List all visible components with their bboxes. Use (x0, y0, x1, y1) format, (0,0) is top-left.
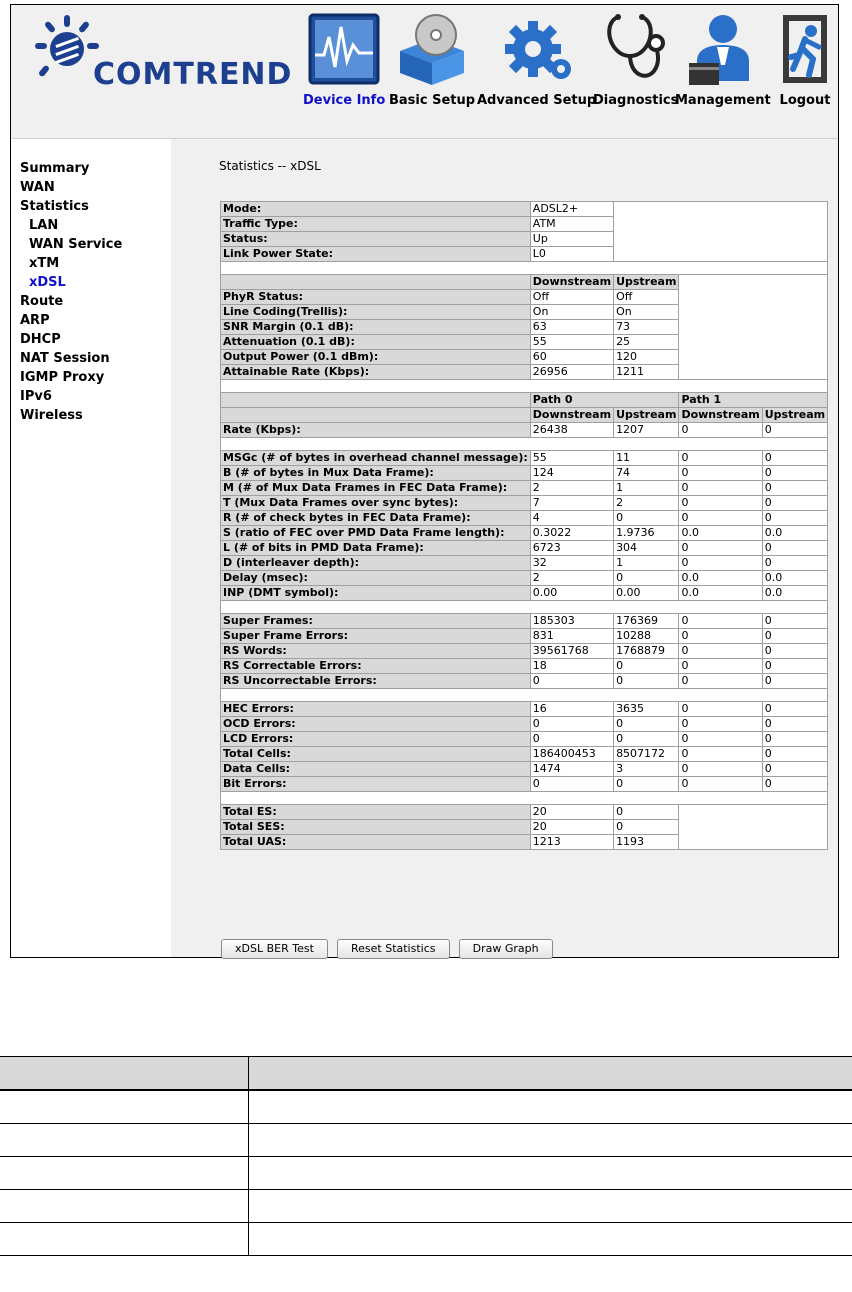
stat-label: D (interleaver depth): (221, 556, 531, 571)
brand-name: COMTREND (93, 57, 293, 92)
stat-value: L0 (530, 247, 613, 262)
stat-value: 0 (530, 674, 613, 689)
stat-value: 8507172 (614, 747, 679, 762)
spacer-row (221, 380, 828, 393)
stat-value: 1207 (614, 423, 679, 438)
column-header: Upstream (614, 275, 679, 290)
doc-cell (249, 1223, 852, 1256)
stat-value: 0 (530, 777, 613, 792)
stat-value: 32 (530, 556, 613, 571)
stat-value: 0.0 (679, 586, 762, 601)
path-header: Path 0 (530, 393, 679, 408)
stat-value: 0 (614, 777, 679, 792)
header (11, 5, 838, 139)
stat-value: 124 (530, 466, 613, 481)
doc-cell (0, 1157, 249, 1190)
sidebar-item-xdsl[interactable]: xDSL (29, 275, 66, 290)
stat-label: Mode: (221, 202, 531, 217)
doc-cell (0, 1090, 249, 1124)
cells-row (221, 732, 828, 747)
spacer-cell (221, 601, 828, 614)
stat-value: ATM (530, 217, 613, 232)
stat-value: 0 (679, 762, 762, 777)
stat-value: 0 (762, 481, 827, 496)
stat-value: 73 (614, 320, 679, 335)
stat-value: 0 (679, 747, 762, 762)
header-cell (221, 408, 531, 423)
stat-value: 0.0 (679, 526, 762, 541)
xdsl-ber-test-button[interactable]: xDSL BER Test (221, 939, 328, 959)
totals-row (221, 805, 828, 820)
stat-value: 0.00 (614, 586, 679, 601)
stat-value: 1.9736 (614, 526, 679, 541)
stat-value: 0 (614, 571, 679, 586)
framing-row (221, 556, 828, 571)
sidebar-item-igmp-proxy[interactable]: IGMP Proxy (20, 370, 105, 385)
stat-value: 0 (679, 732, 762, 747)
spacer-cell (221, 262, 828, 275)
stat-value: 0 (679, 702, 762, 717)
doc-header-row (0, 1057, 852, 1091)
stat-value: 1474 (530, 762, 613, 777)
doc-cell (249, 1124, 852, 1157)
sidebar-item-route[interactable]: Route (20, 294, 64, 309)
doc-cell (249, 1057, 852, 1091)
doc-row (0, 1157, 852, 1190)
stat-value: 55 (530, 451, 613, 466)
stat-label: Super Frame Errors: (221, 629, 531, 644)
stat-label: Total UAS: (221, 835, 531, 850)
stat-value: 0 (762, 762, 827, 777)
stat-value: 0 (762, 541, 827, 556)
spacer-cell (221, 689, 828, 702)
basic-setup-icon (392, 9, 472, 89)
reset-statistics-button[interactable]: Reset Statistics (337, 939, 450, 959)
stat-value: 0 (614, 717, 679, 732)
empty-cell (679, 805, 828, 850)
stat-value: 16 (530, 702, 613, 717)
stat-label: MSGc (# of bytes in overhead channel message): (221, 451, 531, 466)
management-icon (683, 9, 763, 89)
frames-row (221, 659, 828, 674)
doc-row (0, 1223, 852, 1256)
doc-row (0, 1090, 852, 1124)
stat-value: 2 (614, 496, 679, 511)
stat-value: 0 (762, 644, 827, 659)
frames-row (221, 674, 828, 689)
stat-value: 0 (679, 481, 762, 496)
stat-value: 0 (762, 451, 827, 466)
nav-label: Device Info (303, 93, 386, 108)
doc-row (0, 1190, 852, 1223)
stat-value: 0.0 (762, 526, 827, 541)
stat-label: Bit Errors: (221, 777, 531, 792)
stat-value: 0 (614, 805, 679, 820)
stat-value: 0.0 (679, 571, 762, 586)
stat-value: 0 (762, 732, 827, 747)
cells-row (221, 762, 828, 777)
framing-row (221, 511, 828, 526)
content-area (171, 139, 838, 957)
sidebar-item-summary[interactable]: Summary (20, 161, 90, 176)
stat-value: 0 (762, 747, 827, 762)
stat-value: 0.3022 (530, 526, 613, 541)
stat-value: 0 (762, 702, 827, 717)
stat-value: 26438 (530, 423, 613, 438)
stat-label: B (# of bytes in Mux Data Frame): (221, 466, 531, 481)
stat-value: 0 (679, 451, 762, 466)
stat-value: 186400453 (530, 747, 613, 762)
spacer-row (221, 438, 828, 451)
stat-label: HEC Errors: (221, 702, 531, 717)
stat-label: Output Power (0.1 dBm): (221, 350, 531, 365)
stat-value: 0 (762, 674, 827, 689)
stat-label: Status: (221, 232, 531, 247)
stat-value: 0 (530, 717, 613, 732)
spacer-cell (221, 792, 828, 805)
stat-value: 2 (530, 571, 613, 586)
stat-value: 60 (530, 350, 613, 365)
stat-value: 0.0 (762, 586, 827, 601)
stat-value: 2 (530, 481, 613, 496)
stat-value: 0 (762, 511, 827, 526)
stat-value: On (530, 305, 613, 320)
empty-cell (614, 202, 828, 262)
info-row (221, 202, 828, 217)
header-row (221, 275, 828, 290)
stat-value: 20 (530, 820, 613, 835)
stat-value: 185303 (530, 614, 613, 629)
stat-value: 0 (762, 659, 827, 674)
stat-value: 831 (530, 629, 613, 644)
sidebar-item-arp[interactable]: ARP (20, 313, 50, 328)
button-row (221, 937, 557, 959)
stat-label: Delay (msec): (221, 571, 531, 586)
frames-row (221, 614, 828, 629)
stat-value: 0 (614, 659, 679, 674)
header-cell (221, 393, 531, 408)
logout-icon (765, 9, 845, 89)
framing-row (221, 496, 828, 511)
doc-cell (249, 1190, 852, 1223)
stat-value: Off (530, 290, 613, 305)
cells-row (221, 717, 828, 732)
stat-label: Total Cells: (221, 747, 531, 762)
stat-value: 0 (679, 496, 762, 511)
spacer-row (221, 601, 828, 614)
stat-value: 10288 (614, 629, 679, 644)
stat-label: Line Coding(Trellis): (221, 305, 531, 320)
stat-label: RS Correctable Errors: (221, 659, 531, 674)
page-title: Statistics -- xDSL (219, 159, 321, 173)
stat-value: 0 (614, 674, 679, 689)
nav-label: Basic Setup (389, 93, 476, 108)
spacer-row (221, 262, 828, 275)
stat-value: 0 (762, 614, 827, 629)
diagnostics-icon (596, 9, 676, 89)
sidebar-item-nat-session[interactable]: NAT Session (20, 351, 110, 366)
stat-value: 1768879 (614, 644, 679, 659)
cells-row (221, 702, 828, 717)
header-row (221, 408, 828, 423)
stat-value: 3635 (614, 702, 679, 717)
stat-label: Total ES: (221, 805, 531, 820)
stat-value: 26956 (530, 365, 613, 380)
spacer-row (221, 689, 828, 702)
stat-label: R (# of check bytes in FEC Data Frame): (221, 511, 531, 526)
stat-label: M (# of Mux Data Frames in FEC Data Frame): (221, 481, 531, 496)
header-cell (221, 275, 531, 290)
stat-value: 0 (679, 644, 762, 659)
stat-label: LCD Errors: (221, 732, 531, 747)
stat-label: INP (DMT symbol): (221, 586, 531, 601)
doc-row (0, 1124, 852, 1157)
stat-value: 1 (614, 556, 679, 571)
spacer-cell (221, 438, 828, 451)
nav-management[interactable] (675, 9, 771, 108)
framing-row (221, 481, 828, 496)
stat-label: PhyR Status: (221, 290, 531, 305)
nav-advanced-setup[interactable] (477, 9, 596, 108)
document-table (0, 1056, 852, 1256)
doc-cell (0, 1190, 249, 1223)
stat-value: 0.0 (762, 571, 827, 586)
stat-value: 0 (679, 717, 762, 732)
doc-cell (0, 1057, 249, 1091)
framing-row (221, 451, 828, 466)
framing-row (221, 466, 828, 481)
sidebar-item-xtm[interactable]: xTM (29, 256, 60, 271)
stat-value: 7 (530, 496, 613, 511)
doc-cell (0, 1124, 249, 1157)
doc-cell (249, 1157, 852, 1190)
nav-basic-setup[interactable] (389, 9, 475, 108)
stat-value: 0 (679, 556, 762, 571)
stat-label: S (ratio of FEC over PMD Data Frame length): (221, 526, 531, 541)
stat-value: ADSL2+ (530, 202, 613, 217)
stat-value: 1193 (614, 835, 679, 850)
cells-row (221, 747, 828, 762)
advanced-setup-icon (497, 9, 577, 89)
stat-value: 0 (679, 423, 762, 438)
sidebar-item-statistics[interactable]: Statistics (20, 199, 89, 214)
nav-label: Logout (779, 93, 831, 108)
stat-value: 0 (679, 466, 762, 481)
stat-label: Data Cells: (221, 762, 531, 777)
stat-value: 55 (530, 335, 613, 350)
stat-value: 20 (530, 805, 613, 820)
stat-value: 3 (614, 762, 679, 777)
stat-value: 11 (614, 451, 679, 466)
stat-value: 0 (762, 556, 827, 571)
stat-label: Total SES: (221, 820, 531, 835)
column-header: Downstream (679, 408, 762, 423)
stat-value: 63 (530, 320, 613, 335)
doc-cell (0, 1223, 249, 1256)
path-header: Path 1 (679, 393, 828, 408)
router-ui-frame (10, 4, 839, 958)
stat-value: 0 (762, 466, 827, 481)
stat-value: 1 (614, 481, 679, 496)
stat-value: 0 (762, 717, 827, 732)
nav-label: Advanced Setup (477, 93, 597, 108)
frames-row (221, 644, 828, 659)
sidebar-item-ipv6[interactable]: IPv6 (20, 389, 52, 404)
stat-value: 25 (614, 335, 679, 350)
stat-value: Up (530, 232, 613, 247)
stat-label: Attainable Rate (Kbps): (221, 365, 531, 380)
stat-label: RS Uncorrectable Errors: (221, 674, 531, 689)
column-header: Downstream (530, 275, 613, 290)
column-header: Upstream (614, 408, 679, 423)
framing-row (221, 541, 828, 556)
stat-value: 74 (614, 466, 679, 481)
stat-value: 176369 (614, 614, 679, 629)
nav-diagnostics[interactable] (593, 9, 678, 108)
stat-value: 0 (762, 496, 827, 511)
stat-value: 0 (679, 614, 762, 629)
stat-value: 0 (679, 659, 762, 674)
spacer-cell (221, 380, 828, 393)
doc-cell (249, 1090, 852, 1124)
device-info-icon (304, 9, 384, 89)
stat-value: 0 (614, 511, 679, 526)
stat-label: RS Words: (221, 644, 531, 659)
rate-row (221, 423, 828, 438)
stat-value: 0 (762, 423, 827, 438)
stat-label: Link Power State: (221, 247, 531, 262)
xdsl-statistics-table (220, 201, 828, 850)
stat-value: 0 (679, 777, 762, 792)
stat-label: Traffic Type: (221, 217, 531, 232)
draw-graph-button[interactable]: Draw Graph (459, 939, 553, 959)
stat-value: 0 (614, 732, 679, 747)
stat-value: 1213 (530, 835, 613, 850)
stat-value: 39561768 (530, 644, 613, 659)
cells-row (221, 777, 828, 792)
stat-value: 0 (679, 674, 762, 689)
stat-value: 0 (679, 541, 762, 556)
stat-value: 120 (614, 350, 679, 365)
frames-row (221, 629, 828, 644)
stat-label: Rate (Kbps): (221, 423, 531, 438)
column-header: Upstream (762, 408, 827, 423)
stat-value: 0 (679, 511, 762, 526)
sidebar-item-wan[interactable]: WAN (20, 180, 55, 195)
sidebar-item-dhcp[interactable]: DHCP (20, 332, 61, 347)
nav-logout[interactable] (765, 9, 845, 108)
sidebar (11, 139, 171, 957)
stat-value: 1211 (614, 365, 679, 380)
framing-row (221, 586, 828, 601)
stat-value: On (614, 305, 679, 320)
column-header: Downstream (530, 408, 613, 423)
stat-value: 18 (530, 659, 613, 674)
stat-value: 0 (530, 732, 613, 747)
stat-value: 0 (679, 629, 762, 644)
stat-value: 0 (614, 820, 679, 835)
sidebar-item-lan[interactable]: LAN (29, 218, 59, 233)
framing-row (221, 526, 828, 541)
stat-label: Attenuation (0.1 dB): (221, 335, 531, 350)
stat-value: 0 (762, 777, 827, 792)
stat-label: SNR Margin (0.1 dB): (221, 320, 531, 335)
stat-label: OCD Errors: (221, 717, 531, 732)
stat-value: 4 (530, 511, 613, 526)
stat-value: 6723 (530, 541, 613, 556)
nav-device-info[interactable] (303, 9, 385, 108)
sidebar-item-wireless[interactable]: Wireless (20, 408, 83, 423)
stat-value: 0.00 (530, 586, 613, 601)
nav-label: Diagnostics (593, 93, 679, 108)
nav-label: Management (675, 93, 771, 108)
stat-label: Super Frames: (221, 614, 531, 629)
framing-row (221, 571, 828, 586)
stat-value: 0 (762, 629, 827, 644)
stat-label: T (Mux Data Frames over sync bytes): (221, 496, 531, 511)
sidebar-item-wan-service[interactable]: WAN Service (29, 237, 123, 252)
header-row (221, 393, 828, 408)
stat-value: Off (614, 290, 679, 305)
stat-label: L (# of bits in PMD Data Frame): (221, 541, 531, 556)
stat-value: 304 (614, 541, 679, 556)
spacer-row (221, 792, 828, 805)
empty-cell (679, 275, 828, 380)
